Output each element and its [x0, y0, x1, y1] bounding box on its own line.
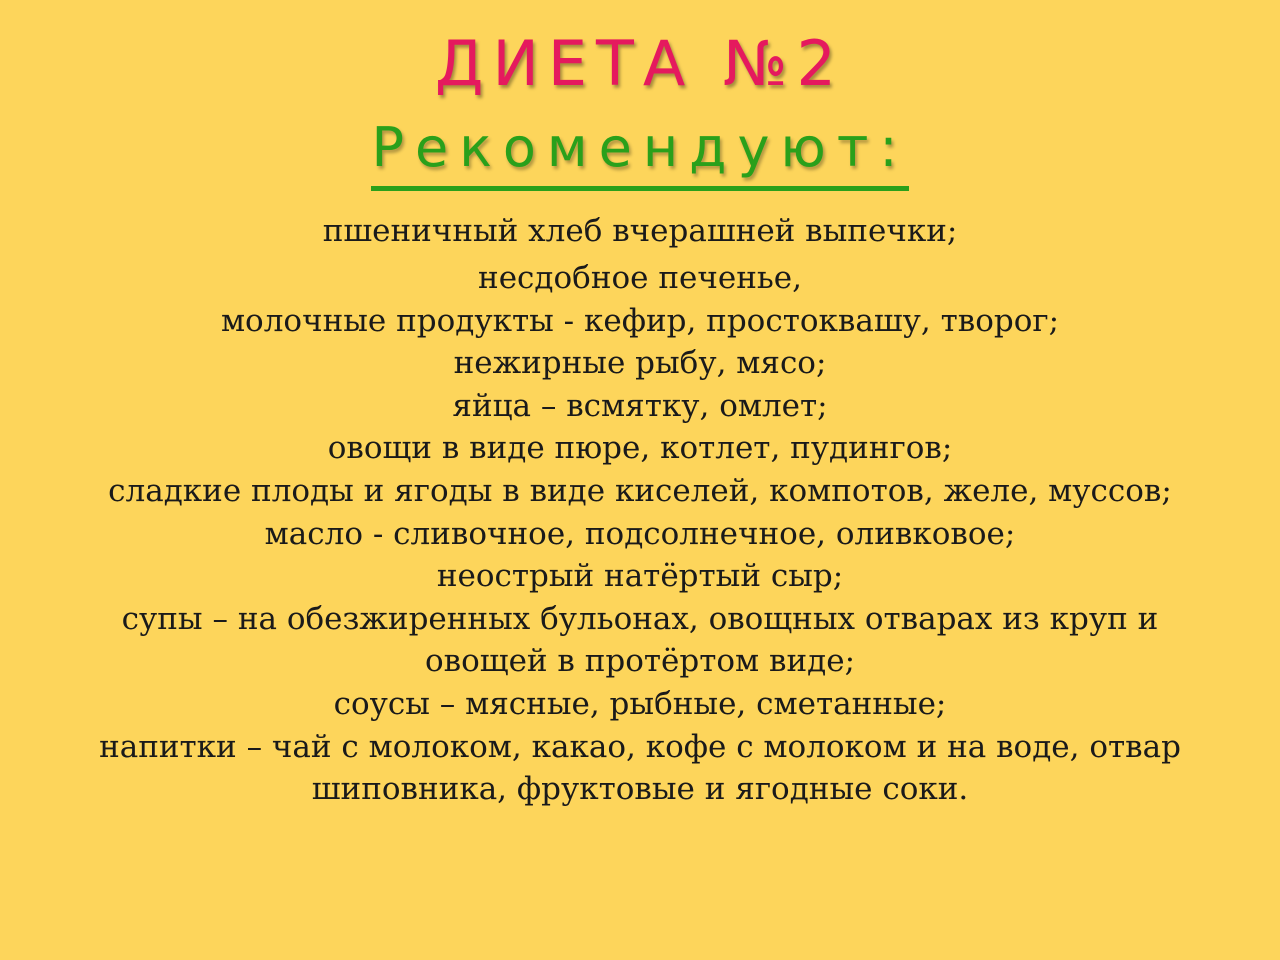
slide-subtitle: Рекомендуют:: [371, 112, 908, 191]
list-item: несдобное печенье,: [478, 260, 802, 296]
list-item: яйца – всмятку, омлет;: [452, 387, 828, 424]
list-item: шиповника, фруктовые и ягодные соки.: [311, 771, 969, 808]
list-item: масло - сливочное, подсолнечное, оливковое;: [264, 515, 1016, 552]
list-item: соусы – мясные, рыбные, сметанные;: [333, 685, 947, 722]
list-item: неострый натёртый сыр;: [436, 558, 844, 595]
recommendations-list: [40, 205, 1240, 811]
list-item: овощей в протёртом виде;: [424, 643, 856, 680]
slide-title: ДИЕТА №2: [435, 27, 845, 100]
list-item: молочные продукты - кефир, простоквашу, творог;: [220, 302, 1060, 339]
list-item: супы – на обезжиренных бульонах, овощных отварах из круп и: [121, 600, 1159, 637]
list-item: напитки – чай с молоком, какао, кофе с молоком и на воде, отвар: [99, 728, 1181, 765]
list-item: нежирные рыбу, мясо;: [453, 345, 827, 382]
subtitle-container: [0, 112, 1280, 191]
list-item: овощи в виде пюре, котлет, пудингов;: [327, 430, 953, 467]
list-item: сладкие плоды и ягоды в виде киселей, компотов, желе, муссов;: [108, 472, 1172, 509]
list-item: пшеничный хлеб вчерашней выпечки;: [322, 213, 958, 249]
